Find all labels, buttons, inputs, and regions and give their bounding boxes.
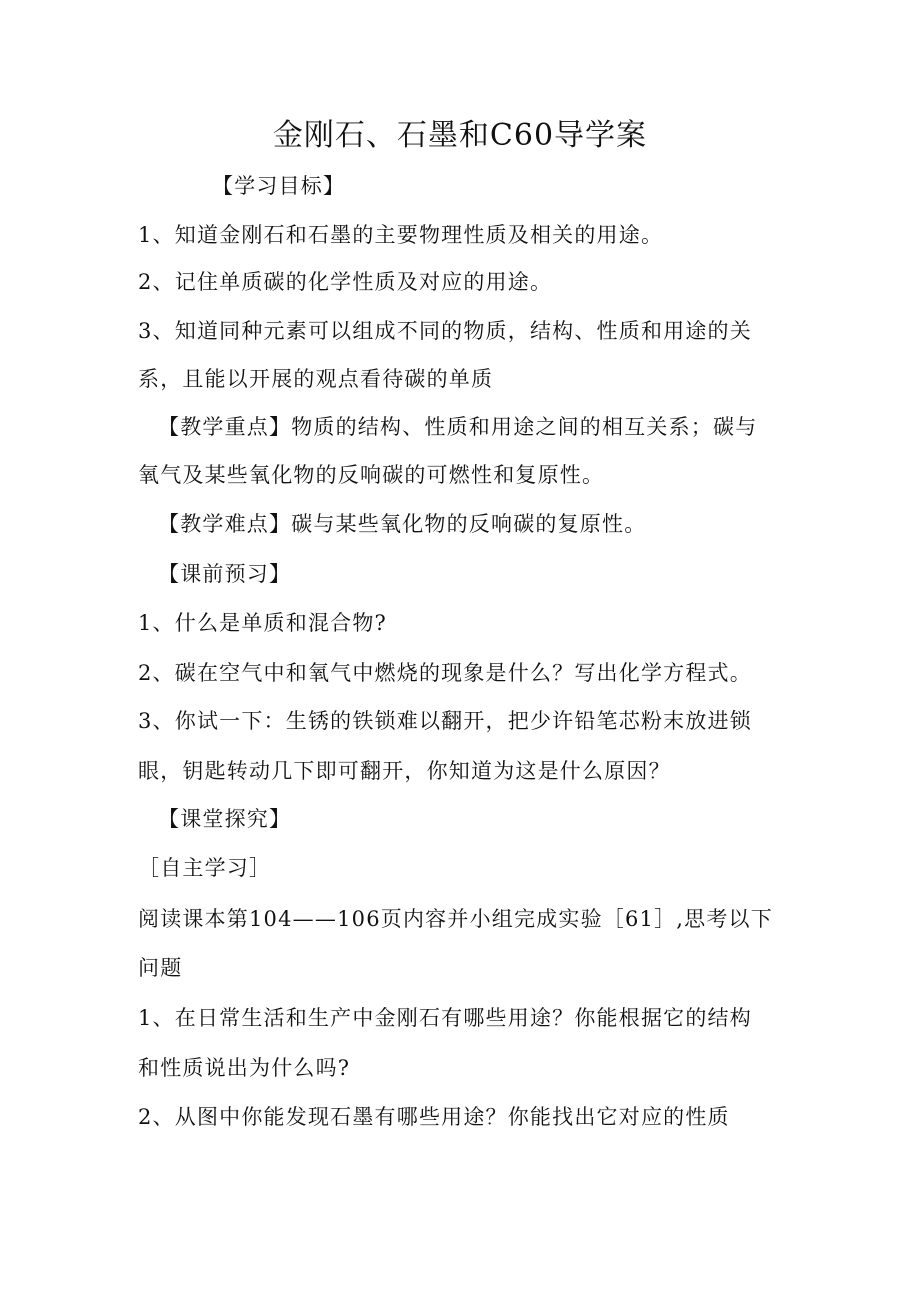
teaching-difficult-points: 【教学难点】碳与某些氧化物的反响碳的复原性。	[158, 512, 647, 536]
inquiry-question-1: 1、在日常生活和生产中金刚石有哪些用途？你能根据它的结构	[138, 1006, 752, 1030]
teaching-key-points: 【教学重点】物质的结构、性质和用途之间的相互关系；碳与	[158, 415, 758, 439]
subheading-self-study: ［自主学习］	[138, 856, 272, 880]
inquiry-question-2: 2、从图中你能发现石墨有哪些用途？你能找出它对应的性质	[138, 1105, 730, 1129]
inquiry-question-1-continued: 和性质说出为什么吗?	[138, 1056, 351, 1080]
preview-question-3: 3、你试一下：生锈的铁锁难以翻开，把少许铅笔芯粉末放进锁	[138, 709, 752, 733]
section-heading-classroom-inquiry: 【课堂探究】	[158, 807, 292, 831]
reading-instruction: 阅读课本第104——106页内容并小组完成实验［61］,思考以下	[138, 907, 773, 931]
objective-item-3: 3、知道同种元素可以组成不同的物质，结构、性质和用途的关	[138, 319, 752, 343]
document-title: 金刚石、石墨和C60导学案	[272, 118, 648, 153]
section-heading-preview: 【课前预习】	[158, 562, 292, 586]
reading-instruction-continued: 问题	[138, 956, 183, 980]
objective-item-3-continued: 系，且能以开展的观点看待碳的单质	[138, 367, 494, 391]
teaching-key-points-continued: 氧气及某些氧化物的反响碳的可燃性和复原性。	[138, 463, 605, 487]
objective-item-1: 1、知道金刚石和石墨的主要物理性质及相关的用途。	[138, 223, 664, 247]
preview-question-3-continued: 眼，钥匙转动几下即可翻开，你知道为这是什么原因？	[138, 759, 671, 783]
preview-question-1: 1、什么是单质和混合物?	[138, 611, 388, 635]
section-heading-learning-objectives: 【学习目标】	[212, 174, 346, 198]
objective-item-2: 2、记住单质碳的化学性质及对应的用途。	[138, 270, 553, 294]
preview-question-2: 2、碳在空气中和氧气中燃烧的现象是什么？写出化学方程式。	[138, 661, 752, 685]
